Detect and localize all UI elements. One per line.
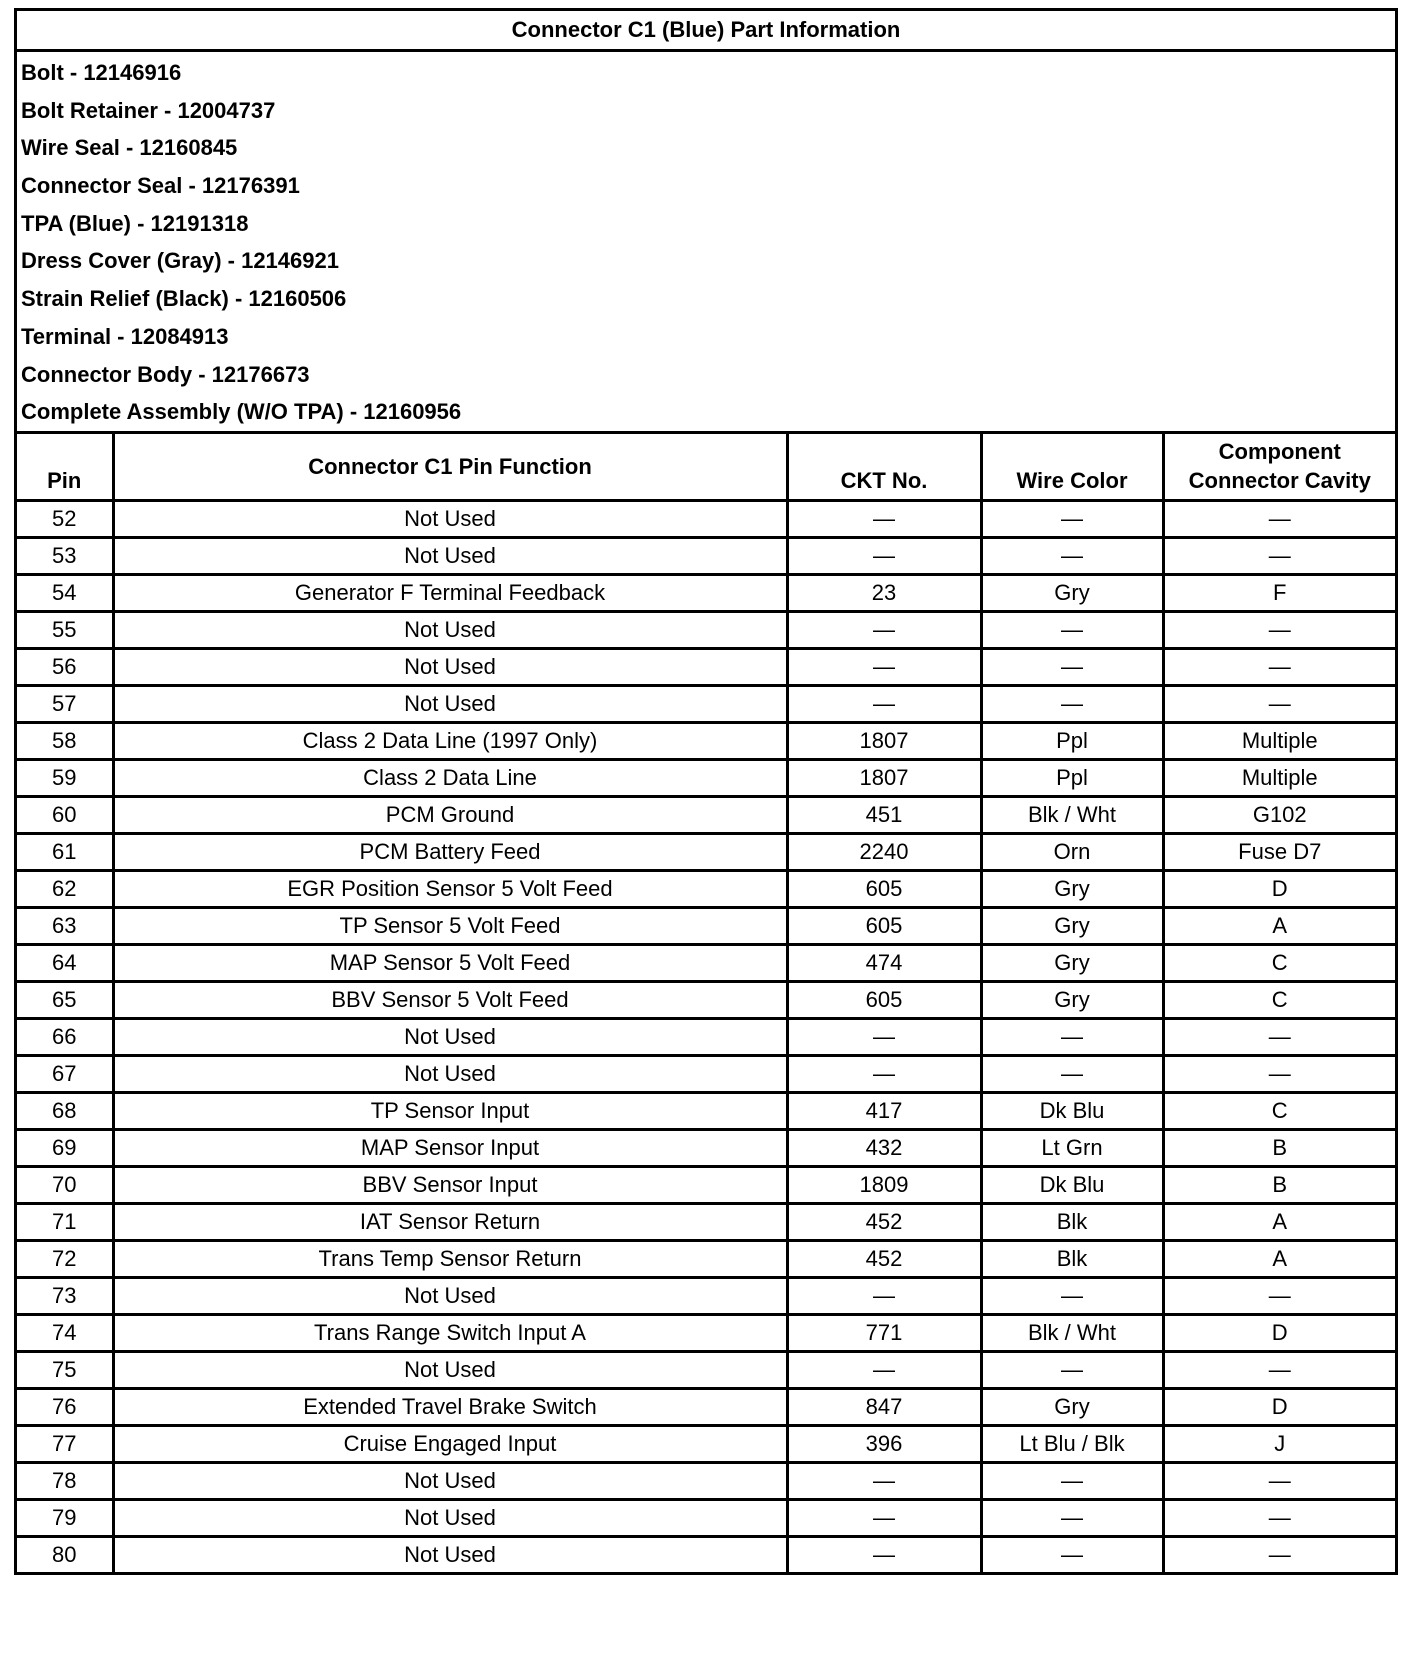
cell-cavity: D [1163,1314,1395,1351]
cell-function: MAP Sensor Input [113,1129,787,1166]
cell-function: Not Used [113,1351,787,1388]
cell-cavity: Multiple [1163,759,1395,796]
cell-wire-color: Gry [981,907,1163,944]
cell-cavity: — [1163,685,1395,722]
cell-function: BBV Sensor 5 Volt Feed [113,981,787,1018]
column-header-function: Connector C1 Pin Function [113,434,787,501]
cell-ckt: 1807 [787,759,981,796]
cell-pin: 59 [17,759,113,796]
column-header-ckt: CKT No. [787,434,981,501]
cavity-header-line1: Component [1218,438,1341,464]
cell-wire-color: Gry [981,981,1163,1018]
cell-function: Not Used [113,1499,787,1536]
parts-list [17,52,1395,434]
cell-pin: 54 [17,574,113,611]
cell-pin: 77 [17,1425,113,1462]
cell-function: Not Used [113,500,787,537]
cell-wire-color: — [981,611,1163,648]
cell-ckt: 417 [787,1092,981,1129]
cell-pin: 57 [17,685,113,722]
cell-pin: 62 [17,870,113,907]
cell-wire-color: Ppl [981,759,1163,796]
cell-wire-color: — [981,648,1163,685]
cell-cavity: B [1163,1129,1395,1166]
cell-pin: 71 [17,1203,113,1240]
cell-pin: 66 [17,1018,113,1055]
cavity-header-line2: Connector Cavity [1188,467,1371,493]
cell-function: IAT Sensor Return [113,1203,787,1240]
cell-function: Not Used [113,1536,787,1572]
cell-ckt: 396 [787,1425,981,1462]
connector-part-info-sheet [14,8,1398,1575]
cell-ckt: — [787,611,981,648]
cell-function: MAP Sensor 5 Volt Feed [113,944,787,981]
cell-pin: 63 [17,907,113,944]
table-row [17,833,1395,870]
cell-function: Not Used [113,611,787,648]
part-item: Complete Assembly (W/O TPA) - 12160956 [21,399,462,425]
cell-wire-color: Lt Blu / Blk [981,1425,1163,1462]
cell-ckt: 847 [787,1388,981,1425]
part-item: Bolt Retainer - 12004737 [21,97,276,123]
cell-function: EGR Position Sensor 5 Volt Feed [113,870,787,907]
table-row [17,1425,1395,1462]
cell-wire-color: Gry [981,574,1163,611]
cell-pin: 78 [17,1462,113,1499]
cell-ckt: 1809 [787,1166,981,1203]
cell-ckt: — [787,648,981,685]
cell-wire-color: — [981,500,1163,537]
cell-cavity: J [1163,1425,1395,1462]
table-row [17,759,1395,796]
table-title: Connector C1 (Blue) Part Information [17,11,1395,52]
cell-cavity: D [1163,870,1395,907]
table-row [17,1351,1395,1388]
table-row [17,1499,1395,1536]
cell-cavity: — [1163,1499,1395,1536]
cell-pin: 64 [17,944,113,981]
header-row [17,434,1395,501]
table-row [17,722,1395,759]
cell-pin: 80 [17,1536,113,1572]
cell-cavity: Multiple [1163,722,1395,759]
table-row [17,1240,1395,1277]
table-row [17,537,1395,574]
cell-pin: 68 [17,1092,113,1129]
part-item: TPA (Blue) - 12191318 [21,210,249,236]
cell-function: TP Sensor 5 Volt Feed [113,907,787,944]
cell-cavity: F [1163,574,1395,611]
cell-pin: 56 [17,648,113,685]
table-row [17,944,1395,981]
cell-cavity: B [1163,1166,1395,1203]
cell-wire-color: Blk [981,1240,1163,1277]
cell-wire-color: — [981,537,1163,574]
cell-function: Not Used [113,685,787,722]
cell-ckt: 432 [787,1129,981,1166]
cell-pin: 55 [17,611,113,648]
cell-function: Not Used [113,537,787,574]
cell-wire-color: — [981,1351,1163,1388]
part-item: Connector Seal - 12176391 [21,173,300,199]
cell-function: Not Used [113,648,787,685]
table-row [17,574,1395,611]
cell-ckt: — [787,1055,981,1092]
cell-function: Trans Temp Sensor Return [113,1240,787,1277]
cell-wire-color: Dk Blu [981,1092,1163,1129]
table-row [17,1166,1395,1203]
part-item: Dress Cover (Gray) - 12146921 [21,248,339,274]
table-row [17,907,1395,944]
cell-pin: 52 [17,500,113,537]
part-item: Terminal - 12084913 [21,323,229,349]
cell-wire-color: — [981,1499,1163,1536]
cell-cavity: A [1163,1203,1395,1240]
cell-pin: 53 [17,537,113,574]
cell-ckt: 452 [787,1240,981,1277]
cell-pin: 65 [17,981,113,1018]
cell-wire-color: — [981,1536,1163,1572]
cell-cavity: — [1163,1277,1395,1314]
cell-ckt: 474 [787,944,981,981]
cell-ckt: — [787,1499,981,1536]
cell-wire-color: — [981,1277,1163,1314]
table-row [17,1092,1395,1129]
cell-cavity: — [1163,1351,1395,1388]
cell-cavity: — [1163,611,1395,648]
cell-ckt: 605 [787,981,981,1018]
cell-cavity: C [1163,944,1395,981]
cell-function: Not Used [113,1018,787,1055]
table-row [17,1055,1395,1092]
cell-pin: 61 [17,833,113,870]
cell-cavity: — [1163,1462,1395,1499]
cell-pin: 74 [17,1314,113,1351]
cell-ckt: — [787,500,981,537]
cell-ckt: 771 [787,1314,981,1351]
cell-cavity: — [1163,1536,1395,1572]
cell-wire-color: Orn [981,833,1163,870]
pin-rows [17,500,1395,1572]
table-row [17,1314,1395,1351]
cell-wire-color: Blk [981,1203,1163,1240]
table-row [17,1536,1395,1572]
cell-pin: 58 [17,722,113,759]
cell-function: Cruise Engaged Input [113,1425,787,1462]
cell-function: Extended Travel Brake Switch [113,1388,787,1425]
cell-function: Not Used [113,1462,787,1499]
cell-wire-color: Lt Grn [981,1129,1163,1166]
cell-wire-color: Blk / Wht [981,1314,1163,1351]
cell-pin: 76 [17,1388,113,1425]
cell-pin: 73 [17,1277,113,1314]
cell-function: Not Used [113,1055,787,1092]
cell-ckt: 451 [787,796,981,833]
cell-pin: 69 [17,1129,113,1166]
table-row [17,796,1395,833]
cell-wire-color: Blk / Wht [981,796,1163,833]
cell-pin: 70 [17,1166,113,1203]
cell-function: Generator F Terminal Feedback [113,574,787,611]
cell-wire-color: — [981,1055,1163,1092]
cell-cavity: — [1163,1055,1395,1092]
cell-ckt: 2240 [787,833,981,870]
cell-pin: 75 [17,1351,113,1388]
cell-wire-color: Ppl [981,722,1163,759]
cell-function: Class 2 Data Line [113,759,787,796]
table-row [17,500,1395,537]
cell-pin: 60 [17,796,113,833]
cell-ckt: — [787,1536,981,1572]
cell-function: Not Used [113,1277,787,1314]
column-header-pin: Pin [17,434,113,501]
cell-ckt: 1807 [787,722,981,759]
table-row [17,981,1395,1018]
cell-cavity: C [1163,1092,1395,1129]
part-item: Connector Body - 12176673 [21,361,310,387]
cell-cavity: D [1163,1388,1395,1425]
cell-wire-color: — [981,1018,1163,1055]
cell-ckt: 23 [787,574,981,611]
table-row [17,1388,1395,1425]
cell-cavity: G102 [1163,796,1395,833]
cell-cavity: — [1163,537,1395,574]
cell-cavity: — [1163,500,1395,537]
cell-cavity: Fuse D7 [1163,833,1395,870]
part-item: Wire Seal - 12160845 [21,135,238,161]
cell-wire-color: — [981,685,1163,722]
cell-ckt: 452 [787,1203,981,1240]
cell-cavity: A [1163,907,1395,944]
table-row [17,648,1395,685]
cell-ckt: — [787,1462,981,1499]
column-header-wire-color: Wire Color [981,434,1163,501]
table-row [17,611,1395,648]
cell-wire-color: Dk Blu [981,1166,1163,1203]
table-row [17,1277,1395,1314]
cell-wire-color: Gry [981,870,1163,907]
cell-function: Trans Range Switch Input A [113,1314,787,1351]
cell-cavity: — [1163,1018,1395,1055]
table-row [17,870,1395,907]
cell-cavity: C [1163,981,1395,1018]
cell-ckt: 605 [787,870,981,907]
cell-wire-color: Gry [981,944,1163,981]
table-row [17,1462,1395,1499]
cell-pin: 72 [17,1240,113,1277]
part-item: Bolt - 12146916 [21,60,182,85]
cell-ckt: 605 [787,907,981,944]
cell-wire-color: — [981,1462,1163,1499]
table-row [17,1018,1395,1055]
table-row [17,1203,1395,1240]
table-row [17,1129,1395,1166]
cell-ckt: — [787,1277,981,1314]
table-row [17,685,1395,722]
cell-cavity: A [1163,1240,1395,1277]
column-header-cavity [1163,434,1395,501]
cell-function: TP Sensor Input [113,1092,787,1129]
cell-ckt: — [787,685,981,722]
part-item: Strain Relief (Black) - 12160506 [21,286,347,312]
pin-function-table [17,434,1395,1572]
cell-function: PCM Ground [113,796,787,833]
cell-ckt: — [787,537,981,574]
cell-function: PCM Battery Feed [113,833,787,870]
cell-function: Class 2 Data Line (1997 Only) [113,722,787,759]
cell-pin: 79 [17,1499,113,1536]
cell-function: BBV Sensor Input [113,1166,787,1203]
cell-wire-color: Gry [981,1388,1163,1425]
cell-cavity: — [1163,648,1395,685]
cell-ckt: — [787,1351,981,1388]
cell-ckt: — [787,1018,981,1055]
cell-pin: 67 [17,1055,113,1092]
